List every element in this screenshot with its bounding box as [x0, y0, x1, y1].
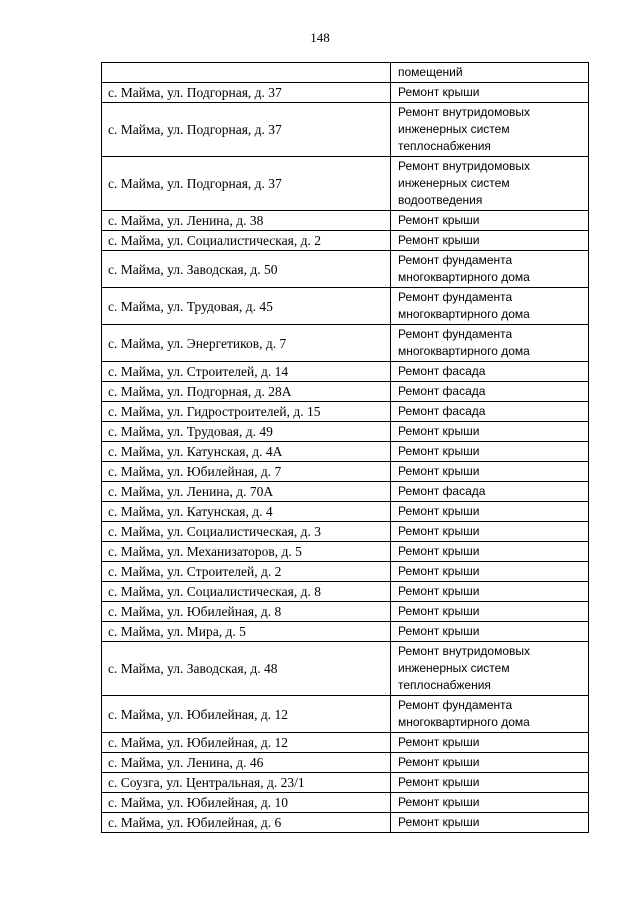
- table-row: [102, 103, 589, 157]
- work-type-line: Ремонт крыши: [398, 444, 480, 458]
- work-type-line: теплоснабжения: [398, 139, 491, 153]
- table-row: [102, 83, 589, 103]
- address-cell: с. Майма, ул. Энергетиков, д. 7: [102, 325, 391, 362]
- work-type-cell: [391, 542, 589, 562]
- work-type-cell: [391, 773, 589, 793]
- table-row: [102, 211, 589, 231]
- work-type-cell: [391, 103, 589, 157]
- table-row: [102, 773, 589, 793]
- table-body: [102, 63, 589, 833]
- address-cell: с. Майма, ул. Строителей, д. 14: [102, 362, 391, 382]
- work-type-cell: [391, 522, 589, 542]
- address-cell: с. Майма, ул. Юбилейная, д. 6: [102, 813, 391, 833]
- table-row: [102, 251, 589, 288]
- table-row: [102, 753, 589, 773]
- table-row: [102, 362, 589, 382]
- address-cell: с. Майма, ул. Подгорная, д. 28А: [102, 382, 391, 402]
- work-type-line: Ремонт внутридомовых: [398, 105, 531, 119]
- address-cell: с. Майма, ул. Ленина, д. 38: [102, 211, 391, 231]
- work-type-line: Ремонт фундамента: [398, 698, 513, 712]
- address-cell: с. Майма, ул. Мира, д. 5: [102, 622, 391, 642]
- work-type-cell: [391, 562, 589, 582]
- address-cell: с. Майма, ул. Ленина, д. 46: [102, 753, 391, 773]
- work-type-line: Ремонт крыши: [398, 735, 480, 749]
- table-row: [102, 582, 589, 602]
- table-row: [102, 482, 589, 502]
- address-cell: с. Майма, ул. Подгорная, д. 37: [102, 83, 391, 103]
- work-type-line: инженерных систем: [398, 661, 510, 675]
- work-type-cell: [391, 462, 589, 482]
- table-row: [102, 157, 589, 211]
- work-type-line: инженерных систем: [398, 176, 510, 190]
- table-row: [102, 602, 589, 622]
- address-cell: с. Майма, ул. Заводская, д. 48: [102, 642, 391, 696]
- work-type-line: Ремонт крыши: [398, 424, 480, 438]
- address-cell: с. Майма, ул. Строителей, д. 2: [102, 562, 391, 582]
- table-row: [102, 793, 589, 813]
- work-type-line: Ремонт крыши: [398, 524, 480, 538]
- repair-works-table: [101, 62, 589, 833]
- work-type-line: Ремонт крыши: [398, 544, 480, 558]
- address-cell: с. Майма, ул. Юбилейная, д. 8: [102, 602, 391, 622]
- table-row: [102, 813, 589, 833]
- work-type-cell: [391, 813, 589, 833]
- work-type-line: теплоснабжения: [398, 678, 491, 692]
- table-row: [102, 696, 589, 733]
- work-type-line: Ремонт фундамента: [398, 327, 513, 341]
- table-row: [102, 462, 589, 482]
- work-type-line: многоквартирного дома: [398, 307, 530, 321]
- work-type-cell: [391, 251, 589, 288]
- address-cell: с. Майма, ул. Социалистическая, д. 8: [102, 582, 391, 602]
- work-type-cell: [391, 696, 589, 733]
- work-type-cell: [391, 793, 589, 813]
- table-row: [102, 442, 589, 462]
- work-type-cell: [391, 753, 589, 773]
- work-type-cell: [391, 288, 589, 325]
- work-type-line: Ремонт крыши: [398, 584, 480, 598]
- work-type-cell: [391, 362, 589, 382]
- table-row: [102, 642, 589, 696]
- work-type-line: Ремонт крыши: [398, 795, 480, 809]
- work-type-cell: [391, 63, 589, 83]
- work-type-cell: [391, 442, 589, 462]
- work-type-line: Ремонт фасада: [398, 484, 486, 498]
- work-type-line: Ремонт крыши: [398, 604, 480, 618]
- work-type-cell: [391, 382, 589, 402]
- work-type-line: Ремонт внутридомовых: [398, 644, 531, 658]
- address-cell: с. Майма, ул. Механизаторов, д. 5: [102, 542, 391, 562]
- table-row: [102, 542, 589, 562]
- work-type-cell: [391, 422, 589, 442]
- address-cell: с. Майма, ул. Катунская, д. 4А: [102, 442, 391, 462]
- address-cell: с. Майма, ул. Подгорная, д. 37: [102, 103, 391, 157]
- work-type-line: Ремонт крыши: [398, 755, 480, 769]
- work-type-line: Ремонт фундамента: [398, 290, 513, 304]
- work-type-line: Ремонт крыши: [398, 815, 480, 829]
- table-row: [102, 402, 589, 422]
- work-type-line: водоотведения: [398, 193, 483, 207]
- work-type-cell: [391, 582, 589, 602]
- address-cell: с. Майма, ул. Юбилейная, д. 7: [102, 462, 391, 482]
- table-row: [102, 522, 589, 542]
- work-type-cell: [391, 83, 589, 103]
- work-type-line: Ремонт фасада: [398, 384, 486, 398]
- address-cell: с. Майма, ул. Заводская, д. 50: [102, 251, 391, 288]
- work-type-line: Ремонт крыши: [398, 233, 480, 247]
- work-type-cell: [391, 622, 589, 642]
- work-type-line: Ремонт фасада: [398, 404, 486, 418]
- work-type-line: Ремонт крыши: [398, 464, 480, 478]
- work-type-line: Ремонт крыши: [398, 213, 480, 227]
- address-cell: с. Майма, ул. Трудовая, д. 49: [102, 422, 391, 442]
- work-type-cell: [391, 231, 589, 251]
- work-type-line: Ремонт крыши: [398, 775, 480, 789]
- table-row: [102, 502, 589, 522]
- work-type-line: многоквартирного дома: [398, 270, 530, 284]
- address-cell: с. Майма, ул. Катунская, д. 4: [102, 502, 391, 522]
- work-type-cell: [391, 733, 589, 753]
- work-type-cell: [391, 211, 589, 231]
- work-type-line: Ремонт крыши: [398, 504, 480, 518]
- address-cell: с. Майма, ул. Гидростроителей, д. 15: [102, 402, 391, 422]
- work-type-line: инженерных систем: [398, 122, 510, 136]
- work-type-line: Ремонт крыши: [398, 624, 480, 638]
- table-row: [102, 288, 589, 325]
- work-type-line: Ремонт крыши: [398, 85, 480, 99]
- address-cell: с. Соузга, ул. Центральная, д. 23/1: [102, 773, 391, 793]
- address-cell: с. Майма, ул. Юбилейная, д. 12: [102, 733, 391, 753]
- table-row: [102, 382, 589, 402]
- work-type-cell: [391, 642, 589, 696]
- work-type-cell: [391, 482, 589, 502]
- table-row: [102, 562, 589, 582]
- table-row: [102, 733, 589, 753]
- address-cell: с. Майма, ул. Юбилейная, д. 10: [102, 793, 391, 813]
- work-type-cell: [391, 157, 589, 211]
- work-type-line: Ремонт внутридомовых: [398, 159, 531, 173]
- work-type-cell: [391, 402, 589, 422]
- address-cell: с. Майма, ул. Социалистическая, д. 2: [102, 231, 391, 251]
- address-cell: с. Майма, ул. Подгорная, д. 37: [102, 157, 391, 211]
- table-row: [102, 325, 589, 362]
- work-type-line: многоквартирного дома: [398, 715, 530, 729]
- work-type-line: Ремонт крыши: [398, 564, 480, 578]
- work-type-line: Ремонт фасада: [398, 364, 486, 378]
- address-cell: [102, 63, 391, 83]
- work-type-line: помещений: [398, 65, 463, 79]
- table-row: [102, 622, 589, 642]
- page-number: 148: [310, 30, 330, 45]
- address-cell: с. Майма, ул. Социалистическая, д. 3: [102, 522, 391, 542]
- work-type-cell: [391, 325, 589, 362]
- table-row-continuation: [102, 63, 589, 83]
- address-cell: с. Майма, ул. Ленина, д. 70А: [102, 482, 391, 502]
- table-row: [102, 231, 589, 251]
- work-type-cell: [391, 602, 589, 622]
- work-type-cell: [391, 502, 589, 522]
- address-cell: с. Майма, ул. Юбилейная, д. 12: [102, 696, 391, 733]
- address-cell: с. Майма, ул. Трудовая, д. 45: [102, 288, 391, 325]
- work-type-line: Ремонт фундамента: [398, 253, 513, 267]
- work-type-line: многоквартирного дома: [398, 344, 530, 358]
- table-row: [102, 422, 589, 442]
